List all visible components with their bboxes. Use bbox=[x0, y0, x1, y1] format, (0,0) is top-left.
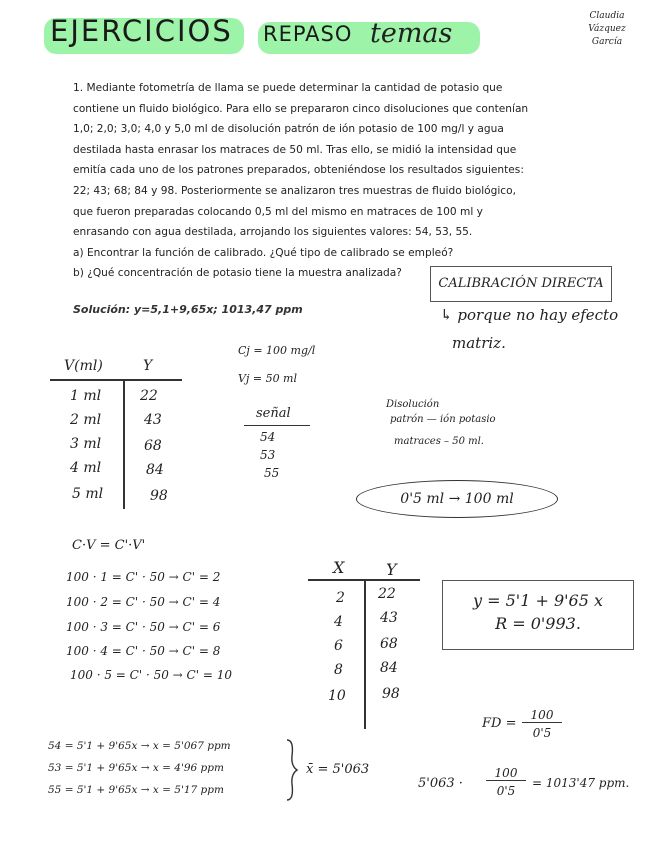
table1-header-y: Y bbox=[143, 358, 153, 374]
fd-denominator: 0'5 bbox=[532, 726, 552, 740]
table2-row4-y: 84 bbox=[380, 660, 398, 676]
final-numerator: 100 bbox=[486, 766, 526, 781]
question-b: b) ¿Qué concentración de potasio tiene la muestra analizada? bbox=[73, 267, 402, 280]
table1-row2-y: 43 bbox=[144, 412, 162, 428]
vj-value: Vj = 50 ml bbox=[238, 372, 298, 385]
final-denominator: 0'5 bbox=[496, 784, 516, 798]
table2-row1-x: 2 bbox=[336, 590, 345, 606]
final-left: 5'063 · bbox=[418, 776, 463, 791]
page-subtitle-temas: temas bbox=[370, 18, 453, 49]
table2-row2-x: 4 bbox=[334, 614, 343, 630]
disolucion-note-3: matraces – 50 ml. bbox=[394, 436, 484, 447]
table1-row3-y: 68 bbox=[144, 438, 162, 454]
problem-statement bbox=[73, 78, 535, 284]
page-title: EJERCICIOS bbox=[50, 14, 233, 48]
signal-header: señal bbox=[256, 406, 291, 421]
table2-header-y: Y bbox=[386, 560, 397, 579]
calibration-note-2: matriz. bbox=[452, 334, 506, 352]
calibration-note-1: ↳ porque no hay efecto bbox=[440, 306, 619, 324]
sample-equation-2: 53 = 5'1 + 9'65x → x = 4'96 ppm bbox=[48, 762, 224, 774]
page-subtitle: REPASO bbox=[263, 22, 353, 46]
table2-row4-x: 8 bbox=[334, 662, 343, 678]
table1-row1-y: 22 bbox=[140, 388, 158, 404]
table2-row2-y: 43 bbox=[380, 610, 398, 626]
table2-row3-x: 6 bbox=[334, 638, 343, 654]
correlation-value: R = 0'993. bbox=[495, 614, 581, 633]
table1-row5-v: 5 ml bbox=[72, 486, 104, 502]
dilution-line-1: 100 · 1 = C' · 50 → C' = 2 bbox=[66, 570, 221, 584]
fd-numerator: 100 bbox=[522, 708, 562, 723]
disolucion-note-1: Disolución bbox=[386, 399, 440, 410]
mean-value: x̄ = 5'063 bbox=[306, 762, 370, 777]
calibration-result-box bbox=[442, 580, 634, 650]
sample-equation-1: 54 = 5'1 + 9'65x → x = 5'067 ppm bbox=[48, 740, 231, 752]
table1-row4-y: 84 bbox=[146, 462, 164, 478]
question-a: a) Encontrar la función de calibrado. ¿Qué tipo de calibrado se empleó? bbox=[73, 246, 454, 259]
brace-icon bbox=[284, 738, 300, 802]
table2-row1-y: 22 bbox=[378, 586, 396, 602]
author-name: Claudia Vázquez García bbox=[588, 11, 626, 47]
table1-row2-v: 2 ml bbox=[70, 412, 102, 428]
table1-row4-v: 4 ml bbox=[70, 460, 102, 476]
table2-row5-x: 10 bbox=[328, 688, 346, 704]
final-result: = 1013'47 ppm. bbox=[532, 776, 630, 790]
sample-equation-3: 55 = 5'1 + 9'65x → x = 5'17 ppm bbox=[48, 784, 224, 796]
solution-text: Solución: y=5,1+9,65x; 1013,47 ppm bbox=[73, 303, 303, 316]
dilution-oval: 0'5 ml → 100 ml bbox=[356, 480, 558, 518]
signal-value-3: 55 bbox=[264, 466, 280, 480]
calibration-equation: y = 5'1 + 9'65 x bbox=[473, 591, 603, 610]
calibration-type-box: CALIBRACIÓN DIRECTA bbox=[430, 266, 612, 302]
signal-value-1: 54 bbox=[260, 430, 276, 444]
table1-row5-y: 98 bbox=[150, 488, 168, 504]
table1-row3-v: 3 ml bbox=[70, 436, 102, 452]
table2-header-x: X bbox=[333, 558, 345, 577]
cj-value: Cj = 100 mg/l bbox=[238, 344, 316, 357]
table2-row5-y: 98 bbox=[382, 686, 400, 702]
dilution-line-4: 100 · 4 = C' · 50 → C' = 8 bbox=[66, 644, 221, 658]
table2-row3-y: 68 bbox=[380, 636, 398, 652]
signal-value-2: 53 bbox=[260, 448, 276, 462]
dilution-line-5: 100 · 5 = C' · 50 → C' = 10 bbox=[70, 668, 232, 682]
table1-header-v: V(ml) bbox=[64, 358, 103, 374]
dilution-line-2: 100 · 2 = C' · 50 → C' = 4 bbox=[66, 595, 221, 609]
table1-row1-v: 1 ml bbox=[70, 388, 102, 404]
cv-formula: C·V = C'·V' bbox=[72, 538, 146, 553]
problem-text: 1. Mediante fotometría de llama se puede determinar la cantidad de potasio que contiene un fluido biológico. Para ello se prepararon cinco disoluciones que contenían 1,0; 2,0; 3,0; 4,0 y 5,0 ml de disolución patrón de ión potasio de 100 mg/l y agua destilada hasta enrasar los matraces de 50 ml. Tras ello, se midió la intensidad que emitía cada uno de los patrones preparados, obteniéndose los resultados siguientes: 22; 43; 68; 84 y 98. Posteriormente se analizaron tres muestras de fluido biológico, que fueron preparadas colocando 0,5 ml del mismo en matraces de 100 ml y enrasando con agua destilada, arrojando los siguientes valores: 54, 53, 55. bbox=[73, 82, 529, 239]
disolucion-note-2: patrón — ión potasio bbox=[390, 414, 496, 425]
fd-label: FD = bbox=[482, 716, 517, 731]
dilution-line-3: 100 · 3 = C' · 50 → C' = 6 bbox=[66, 620, 221, 634]
